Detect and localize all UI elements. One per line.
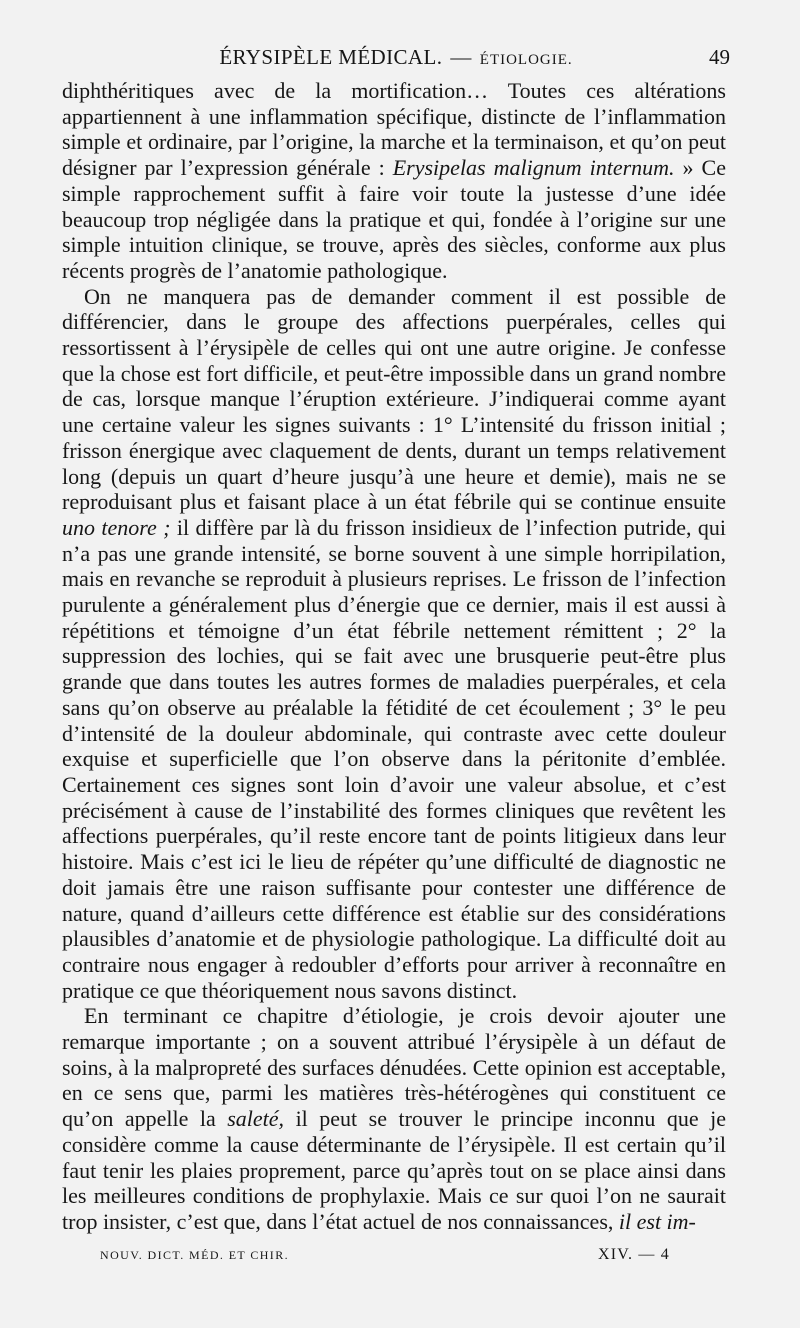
paragraph-3 — [62, 1003, 726, 1234]
running-title-text: ÉRYSIPÈLE MÉDICAL. — [219, 45, 443, 69]
paragraph-1 — [62, 78, 726, 284]
paragraph-2 — [62, 284, 726, 1004]
paragraph-italic-segment: uno tenore ; — [62, 514, 171, 540]
signature-mark-left: NOUV. DICT. MÉD. ET CHIR. — [100, 1248, 290, 1262]
signature-footer — [100, 1246, 670, 1270]
paragraph-segment: il peut se trouver le principe inconnu que je considère comme la cause déterminante de l’érysipèle. Il est certain qu’il faut tenir les plaies proprement, parce qu’après tout on se place ainsi dans les meilleures conditions de prophylaxie. Mais ce sur quoi l’on ne saurait trop insister, c’est que, dans l’état actuel de nos connaissances, — [62, 1106, 726, 1234]
paragraph-italic-segment: Erysipelas malignum internum. — [392, 155, 675, 181]
body-text — [62, 78, 726, 1235]
paragraph-segment: il diffère par là du frisson insidieux de l’infection putride, qui n’a pas une grande intensité, se borne souvent à une simple horripilation, mais en revanche se reproduit à plusieurs reprises. Le frisson de l’infection purulente a généralement plus d’énergie que ce dernier, mais il est aussi à répétitions et témoigne d’un état fébrile nettement rémittent ; 2° la suppression des lochies, qui se fait avec une brusquerie peut-être plus grande que dans toutes les autres formes de maladies puerpérales, et cela sans qu’on observe au préalable la fétidité de cet écoulement ; 3° le peu d’intensité de la douleur abdominale, qui contraste avec cette douleur exquise et superficielle que l’on observe dans la péritonite d’emblée. Certainement ces signes sont loin d’avoir une valeur absolue, et c’est précisément à cause de l’instabilité des formes cliniques que revêtent les affections puerpérales, qu’il reste encore tant de points litigieux dans leur histoire. Mais c’est ici le lieu de répéter qu’une difficulté de diagnostic ne doit jamais être une raison suffisante pour contester une différence de nature, quand d’ailleurs cette différence est établie sur des considérations plausibles d’anatomie et de physiologie pathologique. La difficulté doit au contraire nous engager à redoubler d’efforts pour arriver à reconnaître en pratique ce que théoriquement nous savons distinct. — [62, 514, 726, 1003]
paragraph-segment: » Ce simple rapprochement suffit à faire voir toute la justesse d’une idée beaucoup trop négligée dans la pratique et qui, fondée à l’origine sur une simple intuition clinique, se trouve, après des siècles, conforme aux plus récents progrès de l’anatomie pathologique. — [62, 155, 726, 283]
running-title — [62, 40, 730, 77]
paragraph-segment: On ne manquera pas de demander comment il est possible de différencier, dans le groupe des affections puerpérales, celles qui ressortissent à l’érysipèle de celles qui ont une autre origine. Je confesse que la chose est fort difficile, et peut-être impossible dans un grand nombre de cas, lorsque manque l’éruption extérieure. J’indiquerai comme ayant une certaine valeur les signes suivants : 1° L’intensité du frisson initial ; frisson énergique avec claquement de dents, durant un temps relativement long (depuis un quart d’heure jusqu’à une heure et demie), mais ne se reproduisant plus et faisant place à un état fébrile qui se continue ensuite — [62, 283, 726, 515]
signature-mark-right: XIV. — 4 — [598, 1246, 670, 1263]
paragraph-italic-segment: saleté, — [227, 1106, 285, 1132]
paragraph-italic-segment: il est im- — [618, 1208, 696, 1234]
running-title-section: ÉTIOLOGIE. — [479, 52, 573, 68]
page-number: 49 — [709, 45, 730, 69]
running-header — [62, 40, 730, 74]
paragraph-segment: diphthéritiques avec de la mortification… Toutes ces altérations appartiennent à une inflammation spécifique, distincte de l’inflammation simple et ordinaire, par l’origine, la marche et la terminaison, et qu’on peut désigner par l’expression générale : — [62, 78, 726, 181]
paragraph-segment: En terminant ce chapitre d’étiologie, je crois devoir ajouter une remarque importante ; on a souvent attribué l’érysipèle à un défaut de soins, à la malpropreté des surfaces dénudées. Cette opinion est acceptable, en ce sens que, parmi les matières très-hétérogènes qui constituent ce qu’on appelle la — [62, 1003, 726, 1132]
running-title-dash: — — [450, 45, 472, 69]
